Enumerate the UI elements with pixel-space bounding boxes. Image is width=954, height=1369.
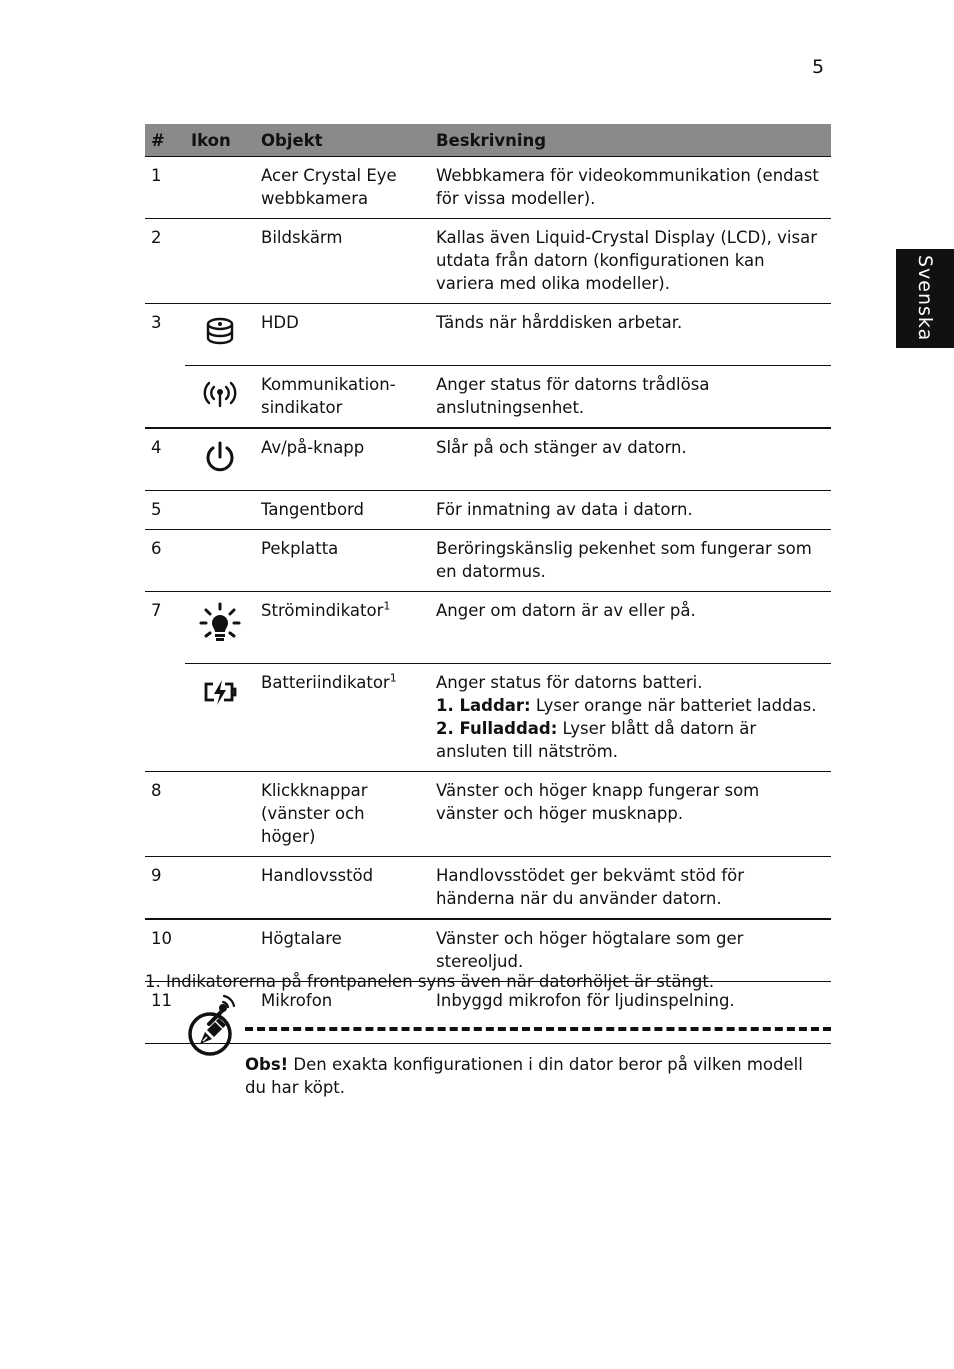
row-description: Tänds när hårddisken arbetar. — [430, 304, 831, 366]
table-row — [145, 219, 831, 304]
note-divider — [245, 1027, 831, 1031]
row-description: Handlovsstödet ger bekvämt stöd för händerna när du använder datorn. — [430, 857, 831, 920]
table-row — [145, 304, 831, 366]
table-row — [145, 530, 831, 592]
item-label: 2. Fulladdad: — [436, 719, 558, 738]
row-icon — [185, 592, 255, 664]
row-num: 5 — [145, 491, 185, 530]
header-num: # — [145, 124, 185, 157]
table-row — [145, 857, 831, 920]
header-icon: Ikon — [185, 124, 255, 157]
row-icon — [185, 664, 255, 772]
row-object — [255, 664, 430, 772]
row-num: 4 — [145, 428, 185, 491]
description-item — [436, 694, 825, 717]
row-object: Av/på-knapp — [255, 428, 430, 491]
row-object: Mikrofon — [255, 982, 430, 1044]
table-row — [145, 366, 831, 429]
row-icon — [185, 857, 255, 920]
row-object: Handlovsstöd — [255, 857, 430, 920]
row-description: Vänster och höger knapp fungerar som vänster och höger musknapp. — [430, 772, 831, 857]
row-num: 11 — [145, 982, 185, 1044]
row-num — [145, 366, 185, 429]
row-description: Anger om datorn är av eller på. — [430, 592, 831, 664]
row-description: Anger status för datorns trådlösa anslutningsenhet. — [430, 366, 831, 429]
row-icon — [185, 428, 255, 491]
row-num: 3 — [145, 304, 185, 366]
footnote: 1. Indikatorerna på frontpanelen syns även när datorhöljet är stängt. — [145, 972, 715, 991]
header-object: Objekt — [255, 124, 430, 157]
row-object: HDD — [255, 304, 430, 366]
row-icon — [185, 491, 255, 530]
row-num: 7 — [145, 592, 185, 664]
power-indicator-icon — [198, 601, 242, 649]
row-num — [145, 664, 185, 772]
hdd-icon — [201, 313, 239, 351]
footnote-ref: 1 — [389, 671, 397, 685]
component-table — [145, 124, 831, 1044]
table-row — [145, 491, 831, 530]
row-num: 6 — [145, 530, 185, 592]
wireless-icon — [201, 375, 239, 413]
footnote-ref: 1 — [383, 599, 391, 613]
table-row — [145, 592, 831, 664]
language-tab-label: Svenska — [914, 255, 936, 342]
power-icon — [201, 438, 239, 476]
table-row — [145, 428, 831, 491]
row-num: 10 — [145, 919, 185, 982]
row-icon — [185, 772, 255, 857]
row-object: Acer Crystal Eye webbkamera — [255, 157, 430, 219]
battery-icon — [201, 673, 239, 711]
table-header-row — [145, 124, 831, 157]
row-description: Inbyggd mikrofon för ljudinspelning. — [430, 982, 831, 1044]
row-object — [255, 592, 430, 664]
row-description: För inmatning av data i datorn. — [430, 491, 831, 530]
description-text: Anger status för datorns batteri. — [436, 673, 703, 692]
row-description — [430, 664, 831, 772]
row-description: Beröringskänslig pekenhet som fungerar som en datormus. — [430, 530, 831, 592]
description-item — [436, 717, 825, 763]
note-text — [245, 1053, 805, 1099]
row-object: Klickknappar (vänster och höger) — [255, 772, 430, 857]
note-icon — [186, 1010, 234, 1058]
row-icon — [185, 157, 255, 219]
item-text: Lyser orange när batteriet laddas. — [530, 696, 817, 715]
row-object: Tangentbord — [255, 491, 430, 530]
object-label: Strömindikator — [261, 601, 384, 620]
row-description: Vänster och höger högtalare som ger stereoljud. — [430, 919, 831, 982]
row-object: Kommunikation-sindikator — [255, 366, 430, 429]
language-tab — [896, 249, 954, 348]
object-label: Batteriindikator — [261, 673, 390, 692]
row-object: Högtalare — [255, 919, 430, 982]
table-row — [145, 157, 831, 219]
row-num: 8 — [145, 772, 185, 857]
note-label: Obs! — [245, 1055, 289, 1074]
header-description: Beskrivning — [430, 124, 831, 157]
table-row — [145, 664, 831, 772]
row-num: 9 — [145, 857, 185, 920]
note-body: Den exakta konfigurationen i din dator beror på vilken modell du har köpt. — [245, 1055, 803, 1097]
row-description: Kallas även Liquid-Crystal Display (LCD), visar utdata från datorn (konfigurationen kan variera med olika modeller). — [430, 219, 831, 304]
item-label: 1. Laddar: — [436, 696, 531, 715]
row-num: 2 — [145, 219, 185, 304]
row-object: Pekplatta — [255, 530, 430, 592]
row-object: Bildskärm — [255, 219, 430, 304]
page-number: 5 — [812, 56, 825, 78]
table-row — [145, 772, 831, 857]
row-icon — [185, 219, 255, 304]
row-num: 1 — [145, 157, 185, 219]
row-icon — [185, 304, 255, 366]
row-description: Slår på och stänger av datorn. — [430, 428, 831, 491]
row-description: Webbkamera för videokommunikation (endast för vissa modeller). — [430, 157, 831, 219]
item-text: Lyser blått då datorn är ansluten till nätström. — [436, 719, 757, 761]
row-icon — [185, 366, 255, 429]
row-icon — [185, 530, 255, 592]
